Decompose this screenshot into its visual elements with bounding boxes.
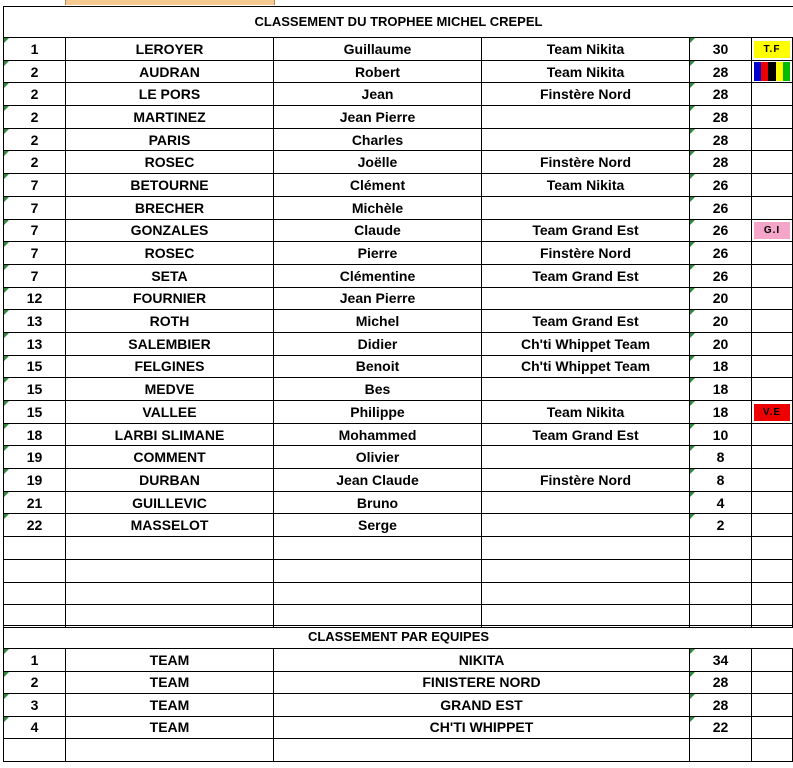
- rank-cell[interactable]: 15: [4, 355, 66, 378]
- table-row: [4, 128, 793, 151]
- team-cell[interactable]: Team Grand Est: [482, 423, 690, 446]
- first-name-cell[interactable]: Jean Pierre: [274, 287, 482, 310]
- striped-jersey-icon: [754, 62, 790, 81]
- rank-cell[interactable]: [4, 559, 66, 582]
- badge-cell[interactable]: [752, 355, 793, 378]
- first-name-cell[interactable]: [274, 537, 482, 560]
- team-cell[interactable]: Ch'ti Whippet Team: [482, 355, 690, 378]
- last-name-cell[interactable]: AUDRAN: [66, 60, 274, 83]
- jersey-stripe: [754, 62, 761, 81]
- badge-cell[interactable]: [752, 446, 793, 469]
- last-name-cell[interactable]: BRECHER: [66, 196, 274, 219]
- team-cell[interactable]: [482, 491, 690, 514]
- team-cell[interactable]: Ch'ti Whippet Team: [482, 332, 690, 355]
- points-cell[interactable]: 28: [690, 151, 752, 174]
- first-name-cell[interactable]: Mohammed: [274, 423, 482, 446]
- team-extra-cell[interactable]: [752, 716, 793, 739]
- badge-cell[interactable]: [752, 219, 793, 242]
- last-name-cell[interactable]: GUILLEVIC: [66, 491, 274, 514]
- points-cell[interactable]: 30: [690, 38, 752, 61]
- team-cell[interactable]: Finstère Nord: [482, 151, 690, 174]
- last-name-cell[interactable]: [66, 537, 274, 560]
- team-row: [4, 716, 793, 739]
- rank-cell[interactable]: 15: [4, 401, 66, 424]
- first-name-cell[interactable]: [274, 559, 482, 582]
- points-cell[interactable]: 28: [690, 60, 752, 83]
- team-points-cell[interactable]: 28: [690, 694, 752, 717]
- last-name-cell[interactable]: FOURNIER: [66, 287, 274, 310]
- last-name-cell[interactable]: ROSEC: [66, 151, 274, 174]
- badge-gi: G.I: [754, 222, 790, 239]
- rank-cell[interactable]: 15: [4, 378, 66, 401]
- badge-cell[interactable]: [752, 128, 793, 151]
- badge-cell[interactable]: [752, 60, 793, 83]
- table-row: [4, 151, 793, 174]
- badge-cell[interactable]: [752, 469, 793, 492]
- team-name-cell[interactable]: NIKITA: [274, 649, 690, 672]
- table-row: [4, 219, 793, 242]
- first-name-cell[interactable]: Serge: [274, 514, 482, 537]
- team-cell[interactable]: Finstère Nord: [482, 242, 690, 265]
- badge-cell[interactable]: [752, 423, 793, 446]
- rank-cell[interactable]: 2: [4, 60, 66, 83]
- badge-cell[interactable]: [752, 287, 793, 310]
- badge-cell[interactable]: [752, 582, 793, 605]
- team-cell[interactable]: [482, 514, 690, 537]
- selected-column-marker: [65, 0, 275, 5]
- last-name-cell[interactable]: LEROYER: [66, 38, 274, 61]
- team-extra-cell[interactable]: [752, 671, 793, 694]
- badge-cell[interactable]: [752, 378, 793, 401]
- last-name-cell[interactable]: MARTINEZ: [66, 106, 274, 129]
- badge-cell[interactable]: [752, 242, 793, 265]
- last-name-cell[interactable]: GONZALES: [66, 219, 274, 242]
- points-cell[interactable]: 26: [690, 264, 752, 287]
- first-name-cell[interactable]: Philippe: [274, 401, 482, 424]
- team-cell[interactable]: [482, 582, 690, 605]
- team-cell[interactable]: [482, 106, 690, 129]
- badge-cell[interactable]: [752, 514, 793, 537]
- last-name-cell[interactable]: LE PORS: [66, 83, 274, 106]
- rank-cell[interactable]: [4, 582, 66, 605]
- table-row: [4, 242, 793, 265]
- team-rank-cell[interactable]: 1: [4, 649, 66, 672]
- team-cell[interactable]: [482, 605, 690, 628]
- last-name-cell[interactable]: FELGINES: [66, 355, 274, 378]
- points-cell[interactable]: [690, 605, 752, 628]
- first-name-cell[interactable]: Bes: [274, 378, 482, 401]
- jersey-stripe: [761, 62, 768, 81]
- table-row: [4, 264, 793, 287]
- first-name-cell[interactable]: Pierre: [274, 242, 482, 265]
- first-name-cell[interactable]: Claude: [274, 219, 482, 242]
- points-cell[interactable]: 8: [690, 446, 752, 469]
- team-name-cell[interactable]: GRAND EST: [274, 694, 690, 717]
- team-cell[interactable]: Team Nikita: [482, 174, 690, 197]
- first-name-cell[interactable]: Olivier: [274, 446, 482, 469]
- table-row: [4, 537, 793, 560]
- last-name-cell[interactable]: DURBAN: [66, 469, 274, 492]
- first-name-cell[interactable]: Didier: [274, 332, 482, 355]
- first-name-cell[interactable]: Robert: [274, 60, 482, 83]
- team-name-cell[interactable]: CH'TI WHIPPET: [274, 716, 690, 739]
- last-name-cell[interactable]: SALEMBIER: [66, 332, 274, 355]
- badge-cell[interactable]: [752, 174, 793, 197]
- badge-cell[interactable]: [752, 106, 793, 129]
- team-cell[interactable]: [482, 559, 690, 582]
- points-cell[interactable]: 20: [690, 310, 752, 333]
- rank-cell[interactable]: 7: [4, 264, 66, 287]
- points-cell[interactable]: 26: [690, 174, 752, 197]
- points-cell[interactable]: 28: [690, 128, 752, 151]
- team-cell[interactable]: [482, 378, 690, 401]
- table-row: [4, 355, 793, 378]
- table-row: [4, 38, 793, 61]
- rank-cell[interactable]: 2: [4, 106, 66, 129]
- team-name-cell[interactable]: [274, 739, 690, 762]
- team-points-cell[interactable]: 22: [690, 716, 752, 739]
- team-label-cell[interactable]: TEAM: [66, 671, 274, 694]
- table-row: [4, 605, 793, 628]
- badge-cell[interactable]: [752, 605, 793, 628]
- team-cell[interactable]: Team Nikita: [482, 38, 690, 61]
- first-name-cell[interactable]: Jean: [274, 83, 482, 106]
- points-cell[interactable]: 2: [690, 514, 752, 537]
- first-name-cell[interactable]: Michel: [274, 310, 482, 333]
- table-row: [4, 446, 793, 469]
- team-ranking-title: CLASSEMENT PAR EQUIPES: [3, 625, 793, 649]
- team-cell[interactable]: Team Grand Est: [482, 264, 690, 287]
- ranking-table: [3, 37, 793, 628]
- column-header-strip: [0, 0, 793, 5]
- team-points-cell[interactable]: 34: [690, 649, 752, 672]
- team-extra-cell[interactable]: [752, 739, 793, 762]
- badge-cell[interactable]: [752, 196, 793, 219]
- rank-cell[interactable]: 18: [4, 423, 66, 446]
- table-row: [4, 559, 793, 582]
- last-name-cell[interactable]: PARIS: [66, 128, 274, 151]
- rank-cell[interactable]: [4, 605, 66, 628]
- team-rank-cell[interactable]: [4, 739, 66, 762]
- badge-cell[interactable]: [752, 83, 793, 106]
- team-row: [4, 739, 793, 762]
- first-name-cell[interactable]: Charles: [274, 128, 482, 151]
- rank-cell[interactable]: 19: [4, 446, 66, 469]
- team-cell[interactable]: [482, 128, 690, 151]
- badge-cell[interactable]: [752, 38, 793, 61]
- jersey-stripe: [768, 62, 775, 81]
- points-cell[interactable]: 20: [690, 287, 752, 310]
- team-extra-cell[interactable]: [752, 694, 793, 717]
- rank-cell[interactable]: 2: [4, 128, 66, 151]
- team-cell[interactable]: [482, 537, 690, 560]
- table-row: [4, 287, 793, 310]
- last-name-cell[interactable]: BETOURNE: [66, 174, 274, 197]
- ranking-title: CLASSEMENT DU TROPHEE MICHEL CREPEL: [3, 6, 793, 37]
- rank-cell[interactable]: 22: [4, 514, 66, 537]
- team-ranking-table: [3, 648, 793, 762]
- badge-ve: V.E: [754, 404, 790, 421]
- team-cell[interactable]: [482, 287, 690, 310]
- last-name-cell[interactable]: LARBI SLIMANE: [66, 423, 274, 446]
- team-cell[interactable]: Finstère Nord: [482, 83, 690, 106]
- rank-cell[interactable]: 13: [4, 332, 66, 355]
- table-row: [4, 423, 793, 446]
- points-cell[interactable]: [690, 559, 752, 582]
- team-cell[interactable]: [482, 446, 690, 469]
- team-label-cell[interactable]: TEAM: [66, 649, 274, 672]
- points-cell[interactable]: 28: [690, 83, 752, 106]
- team-points-cell[interactable]: [690, 739, 752, 762]
- badge-cell[interactable]: [752, 151, 793, 174]
- table-row: [4, 582, 793, 605]
- points-cell[interactable]: [690, 537, 752, 560]
- jersey-stripe: [776, 62, 783, 81]
- team-cell[interactable]: Team Grand Est: [482, 310, 690, 333]
- team-rank-cell[interactable]: 3: [4, 694, 66, 717]
- table-row: [4, 332, 793, 355]
- points-cell[interactable]: [690, 582, 752, 605]
- rank-cell[interactable]: 2: [4, 151, 66, 174]
- last-name-cell[interactable]: [66, 559, 274, 582]
- rank-cell[interactable]: 7: [4, 242, 66, 265]
- points-cell[interactable]: 10: [690, 423, 752, 446]
- team-row: [4, 694, 793, 717]
- team-points-cell[interactable]: 28: [690, 671, 752, 694]
- table-row: [4, 310, 793, 333]
- team-cell[interactable]: Team Nikita: [482, 401, 690, 424]
- points-cell[interactable]: 26: [690, 196, 752, 219]
- first-name-cell[interactable]: [274, 582, 482, 605]
- last-name-cell[interactable]: [66, 605, 274, 628]
- team-rank-cell[interactable]: 2: [4, 671, 66, 694]
- team-rank-cell[interactable]: 4: [4, 716, 66, 739]
- table-row: [4, 174, 793, 197]
- points-cell[interactable]: 20: [690, 332, 752, 355]
- rank-cell[interactable]: 7: [4, 174, 66, 197]
- last-name-cell[interactable]: VALLEE: [66, 401, 274, 424]
- rank-cell[interactable]: [4, 537, 66, 560]
- rank-cell[interactable]: 1: [4, 38, 66, 61]
- first-name-cell[interactable]: Jean Claude: [274, 469, 482, 492]
- badge-cell[interactable]: [752, 401, 793, 424]
- team-name-cell[interactable]: FINISTERE NORD: [274, 671, 690, 694]
- badge-cell[interactable]: [752, 332, 793, 355]
- badge-cell[interactable]: [752, 537, 793, 560]
- points-cell[interactable]: 18: [690, 355, 752, 378]
- points-cell[interactable]: 18: [690, 378, 752, 401]
- rank-cell[interactable]: 7: [4, 219, 66, 242]
- first-name-cell[interactable]: Michèle: [274, 196, 482, 219]
- badge-cell[interactable]: [752, 491, 793, 514]
- last-name-cell[interactable]: MASSELOT: [66, 514, 274, 537]
- points-cell[interactable]: 4: [690, 491, 752, 514]
- first-name-cell[interactable]: Clément: [274, 174, 482, 197]
- first-name-cell[interactable]: Guillaume: [274, 38, 482, 61]
- points-cell[interactable]: 18: [690, 401, 752, 424]
- rank-cell[interactable]: 21: [4, 491, 66, 514]
- badge-cell[interactable]: [752, 264, 793, 287]
- table-row: [4, 491, 793, 514]
- table-row: [4, 401, 793, 424]
- team-cell[interactable]: Team Grand Est: [482, 219, 690, 242]
- table-row: [4, 196, 793, 219]
- first-name-cell[interactable]: Clémentine: [274, 264, 482, 287]
- last-name-cell[interactable]: ROSEC: [66, 242, 274, 265]
- rank-cell[interactable]: 12: [4, 287, 66, 310]
- rank-cell[interactable]: 13: [4, 310, 66, 333]
- first-name-cell[interactable]: Jean Pierre: [274, 106, 482, 129]
- jersey-stripe: [783, 62, 790, 81]
- points-cell[interactable]: 28: [690, 106, 752, 129]
- last-name-cell[interactable]: COMMENT: [66, 446, 274, 469]
- badge-tf: T.F: [754, 41, 790, 58]
- badge-cell[interactable]: [752, 559, 793, 582]
- first-name-cell[interactable]: [274, 605, 482, 628]
- points-cell[interactable]: 26: [690, 219, 752, 242]
- team-label-cell[interactable]: TEAM: [66, 694, 274, 717]
- rank-cell[interactable]: 7: [4, 196, 66, 219]
- first-name-cell[interactable]: Benoit: [274, 355, 482, 378]
- table-row: [4, 83, 793, 106]
- rank-cell[interactable]: 19: [4, 469, 66, 492]
- last-name-cell[interactable]: [66, 582, 274, 605]
- table-row: [4, 469, 793, 492]
- team-extra-cell[interactable]: [752, 649, 793, 672]
- table-row: [4, 106, 793, 129]
- points-cell[interactable]: 8: [690, 469, 752, 492]
- table-row: [4, 514, 793, 537]
- team-cell[interactable]: Finstère Nord: [482, 469, 690, 492]
- table-row: [4, 378, 793, 401]
- rank-cell[interactable]: 2: [4, 83, 66, 106]
- team-cell[interactable]: [482, 196, 690, 219]
- team-row: [4, 671, 793, 694]
- badge-cell[interactable]: [752, 310, 793, 333]
- team-label-cell[interactable]: [66, 739, 274, 762]
- last-name-cell[interactable]: MEDVE: [66, 378, 274, 401]
- first-name-cell[interactable]: Bruno: [274, 491, 482, 514]
- team-label-cell[interactable]: TEAM: [66, 716, 274, 739]
- team-row: [4, 649, 793, 672]
- last-name-cell[interactable]: ROTH: [66, 310, 274, 333]
- last-name-cell[interactable]: SETA: [66, 264, 274, 287]
- table-row: [4, 60, 793, 83]
- points-cell[interactable]: 26: [690, 242, 752, 265]
- team-cell[interactable]: Team Nikita: [482, 60, 690, 83]
- first-name-cell[interactable]: Joëlle: [274, 151, 482, 174]
